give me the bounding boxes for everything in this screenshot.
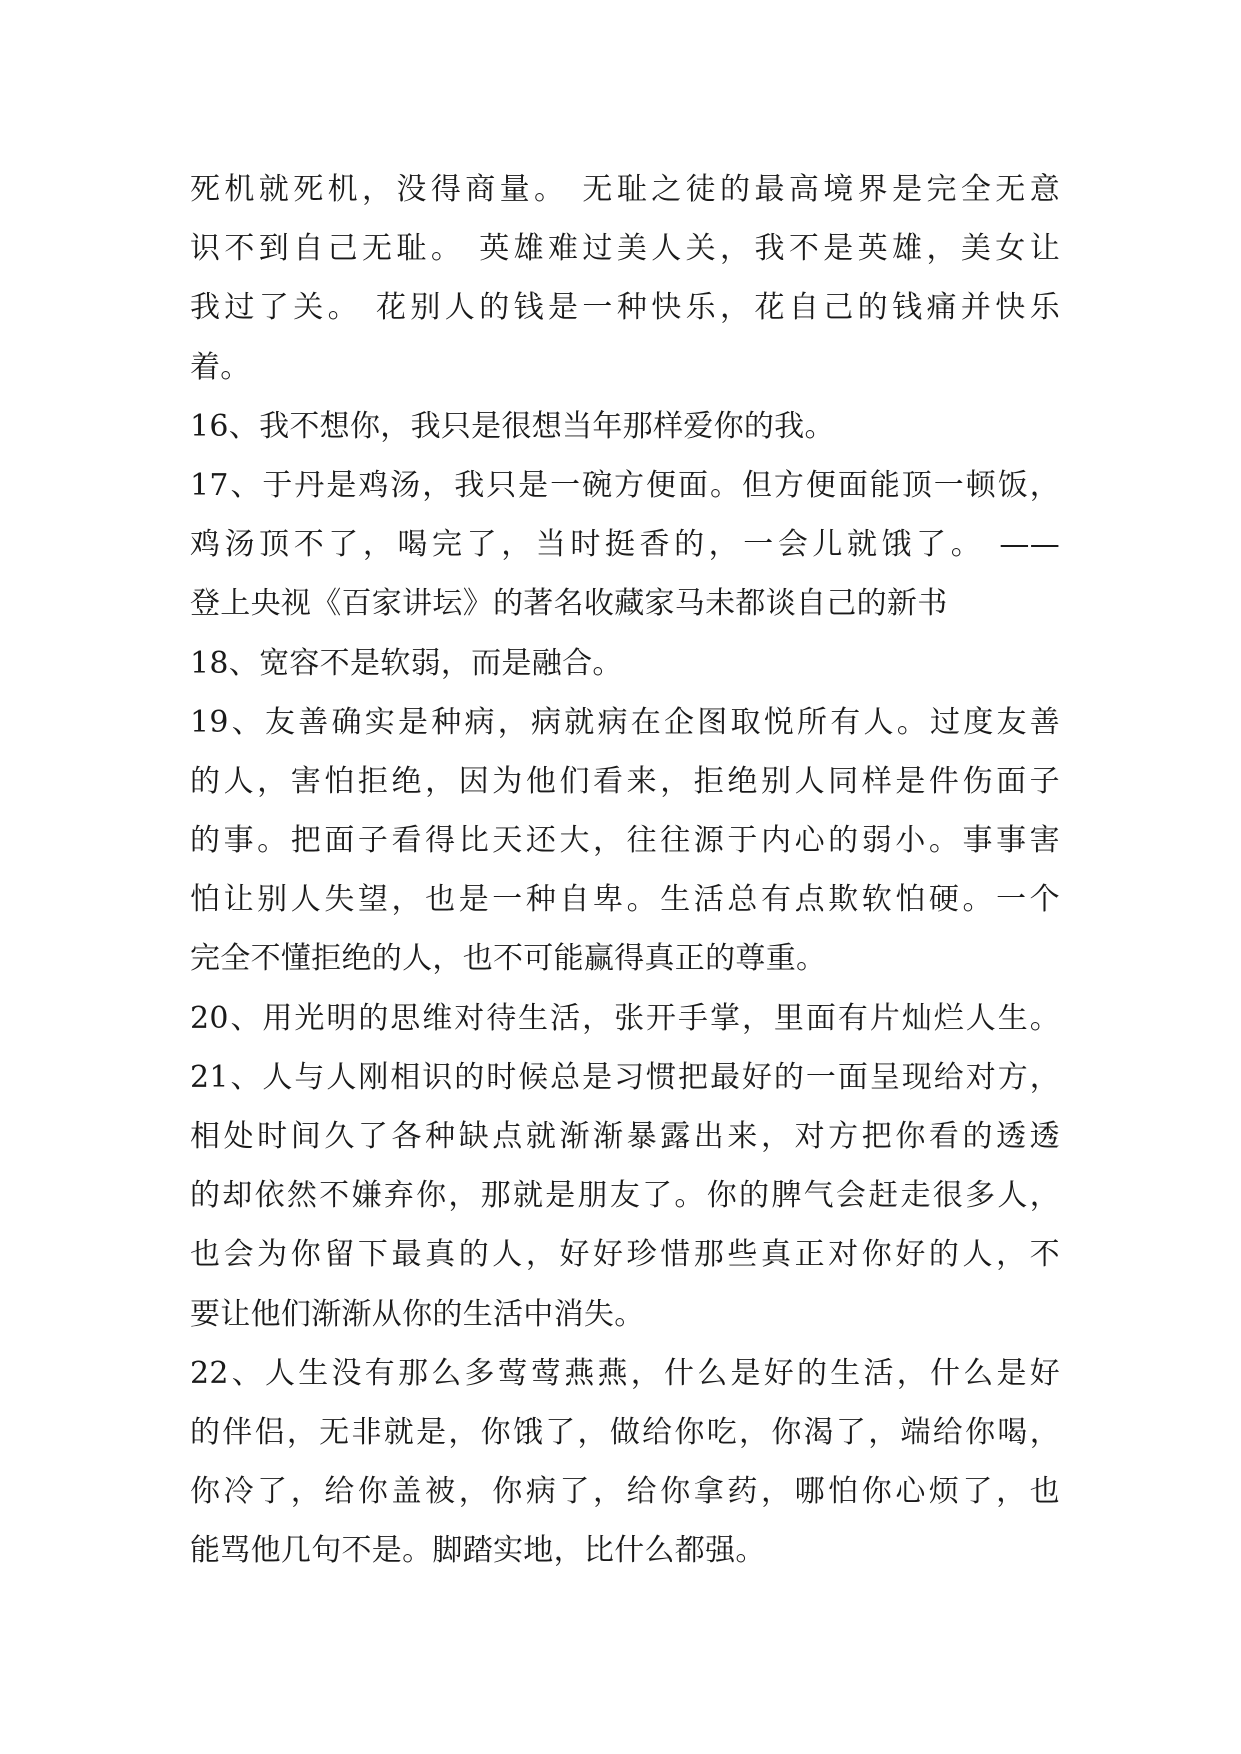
document-body <box>190 160 1060 1581</box>
text-line: 20、用光明的思维对待生活，张开手掌，里面有片灿烂人生。 <box>190 1000 1060 1036</box>
text-line: 的伴侣，无非就是，你饿了，做给你吃，你渴了，端给你喝， <box>190 1414 1060 1450</box>
text-line: 相处时间久了各种缺点就渐渐暴露出来，对方把你看的透透 <box>190 1119 1060 1154</box>
text-line: 着。 <box>190 349 251 385</box>
text-line: 18、宽容不是软弱，而是融合。 <box>190 645 623 681</box>
text-line: 的却依然不嫌弃你，那就是朋友了。你的脾气会赶走很多人， <box>190 1178 1060 1214</box>
text-line: 也会为你留下最真的人，好好珍惜那些真正对你好的人，不 <box>190 1237 1060 1273</box>
text-line: 17、于丹是鸡汤，我只是一碗方便面。但方便面能顶一顿饭， <box>190 467 1060 503</box>
text-line: 识不到自己无耻。 英雄难过美人关，我不是英雄，美女让 <box>190 231 1060 267</box>
text-line: 我过了关。 花别人的钱是一种快乐，花自己的钱痛并快乐 <box>190 290 1060 326</box>
text-line: 能骂他几句不是。脚踏实地，比什么都强。 <box>190 1533 766 1569</box>
text-line: 怕让别人失望，也是一种自卑。生活总有点欺软怕硬。一个 <box>190 882 1060 918</box>
text-line: 完全不懂拒绝的人，也不可能赢得真正的尊重。 <box>190 941 827 977</box>
text-line: 的人，害怕拒绝，因为他们看来，拒绝别人同样是件伤面子 <box>190 763 1060 799</box>
text-line: 16、我不想你，我只是很想当年那样爱你的我。 <box>190 408 835 444</box>
text-line: 22、人生没有那么多莺莺燕燕，什么是好的生活，什么是好 <box>190 1355 1060 1391</box>
text-line: 登上央视《百家讲坛》的著名收藏家马未都谈自己的新书 <box>190 586 948 622</box>
text-line: 死机就死机，没得商量。 无耻之徒的最高境界是完全无意 <box>190 172 1060 207</box>
text-line: 鸡汤顶不了，喝完了，当时挺香的，一会儿就饿了。 —— <box>190 527 1060 563</box>
text-line: 的事。把面子看得比天还大，往往源于内心的弱小。事事害 <box>190 823 1060 859</box>
text-line: 要让他们渐渐从你的生活中消失。 <box>190 1296 645 1332</box>
text-line: 19、友善确实是种病，病就病在企图取悦所有人。过度友善 <box>190 704 1060 740</box>
text-line: 21、人与人刚相识的时候总是习惯把最好的一面呈现给对方， <box>190 1059 1060 1095</box>
text-line: 你冷了，给你盖被，你病了，给你拿药，哪怕你心烦了，也 <box>190 1474 1060 1510</box>
